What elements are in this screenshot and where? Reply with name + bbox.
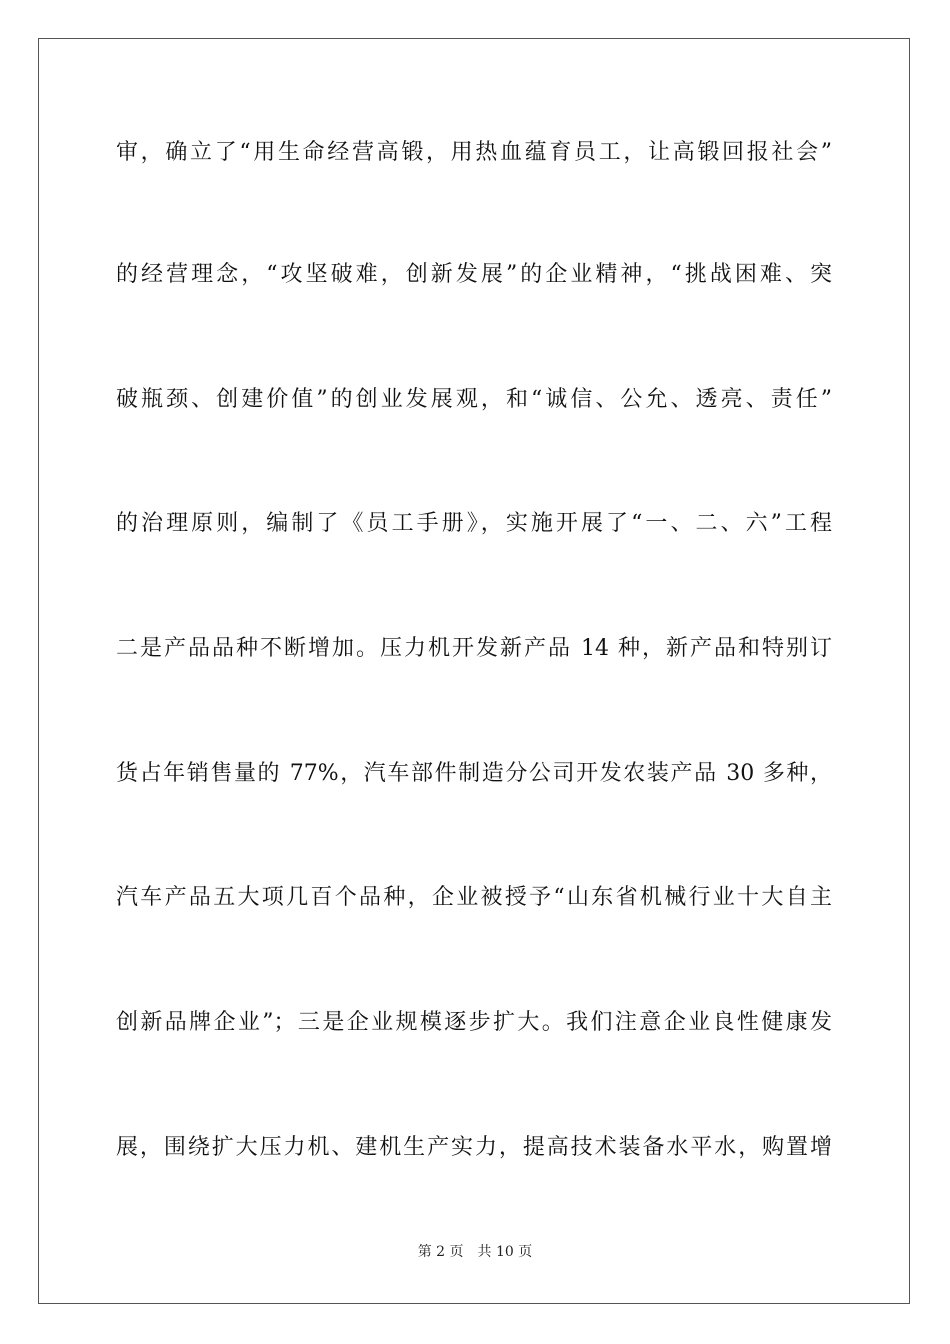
text-line-9: 展，围绕扩大压力机、建机生产实力，提高技术装备水平水，购置增: [116, 1135, 832, 1160]
text-line-6: 货占年销售量的 77%，汽车部件制造分公司开发农装产品 30 多种，: [116, 761, 832, 786]
page-border: [38, 38, 910, 1304]
text-line-7: 汽车产品五大项几百个品种，企业被授予“山东省机械行业十大自主: [116, 885, 832, 910]
text-line-3: 破瓶颈、创建价值”的创业发展观，和“诚信、公允、透亮、责任”: [116, 387, 832, 412]
text-line-1: 审，确立了“用生命经营高锻，用热血蕴育员工，让高锻回报社会”: [116, 140, 832, 165]
text-line-4: 的治理原则，编制了《员工手册》，实施开展了“一、二、六”工程: [116, 511, 832, 536]
page-footer: [0, 1242, 950, 1262]
page-total: 共 10 页: [477, 1244, 533, 1260]
text-line-2: 的经营理念，“攻坚破难，创新发展”的企业精神，“挑战困难、突: [116, 262, 832, 287]
text-line-8: 创新品牌企业”；三是企业规模逐步扩大。我们注意企业良性健康发: [116, 1010, 832, 1035]
text-line-5: 二是产品品种不断增加。压力机开发新产品 14 种，新产品和特别订: [116, 636, 832, 661]
page-number: 第 2 页: [417, 1244, 464, 1260]
